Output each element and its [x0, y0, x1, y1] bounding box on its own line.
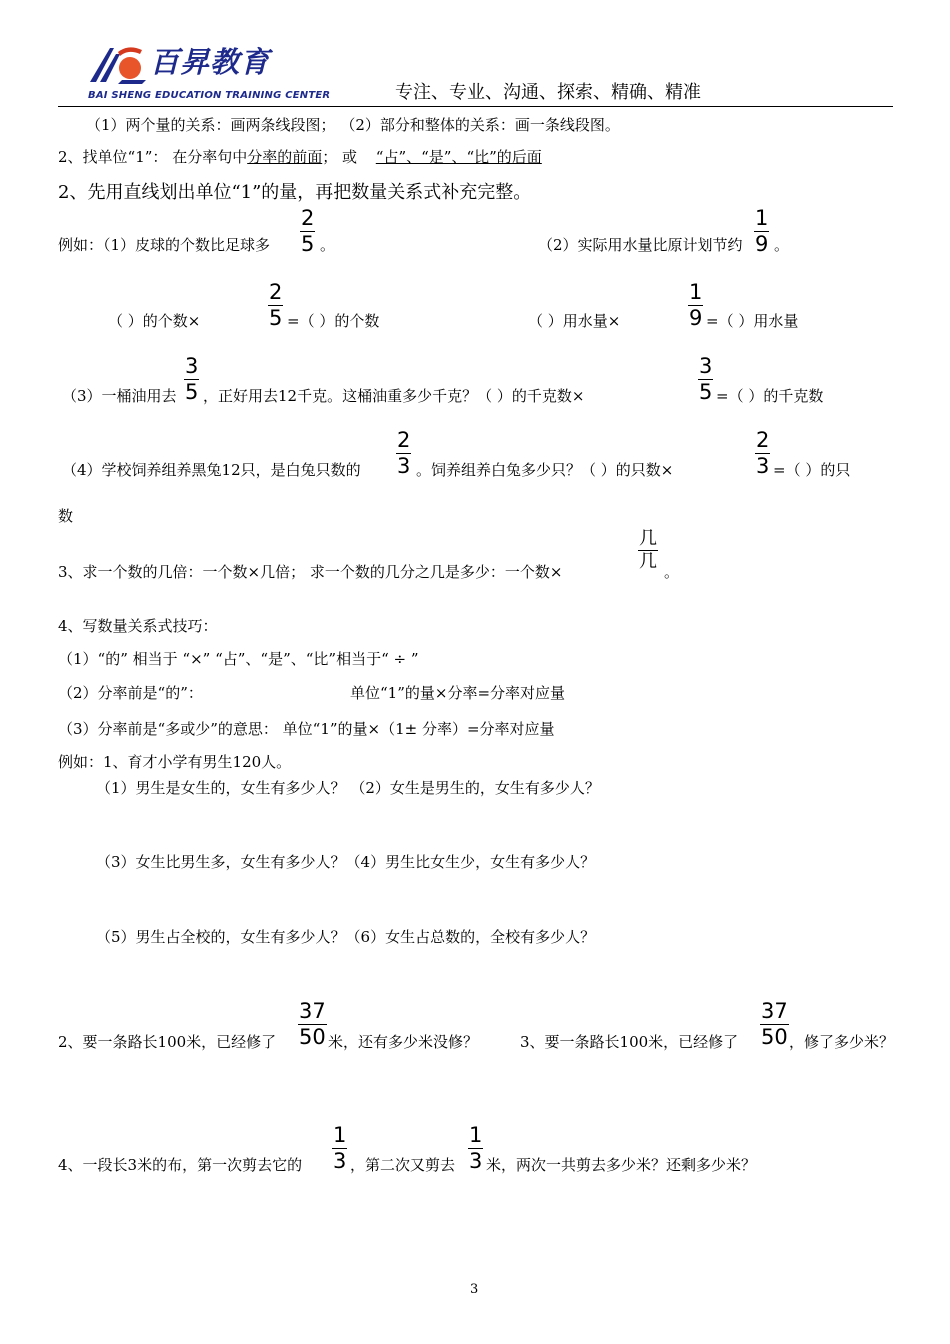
fraction	[760, 1001, 789, 1048]
numerator: 3	[699, 354, 713, 378]
slogan: 专注、专业、沟通、探索、精确、精准	[395, 82, 701, 103]
fraction	[300, 208, 315, 255]
numerator: 1	[755, 206, 769, 230]
numerator: 几	[639, 528, 657, 549]
section-4-heading: 4、写数量关系式技巧：	[58, 617, 218, 635]
question-3-text: =（ ）的千克数	[716, 387, 824, 405]
example-row-2: （3）女生比男生多，女生有多少人？（4）男生比女生少，女生有多少人？	[96, 853, 596, 871]
denominator: 3	[469, 1149, 483, 1173]
line-relations: （1）两个量的关系：画两条线段图； （2）部分和整体的关系：画一条线段图。	[86, 116, 620, 134]
denominator: 50	[761, 1025, 788, 1049]
numerator: 37	[299, 999, 326, 1023]
example-heading: 例如：1、育才小学有男生120人。	[58, 753, 292, 771]
formula-1-right: =（ ）的个数	[287, 312, 380, 330]
fraction	[268, 282, 283, 329]
tip-1: （1）“的” 相当于 “×” “占”、“是”、“比”相当于“ ÷ ”	[58, 650, 419, 668]
fraction	[698, 356, 713, 403]
page-number: 3	[470, 1282, 479, 1297]
numerator: 37	[761, 999, 788, 1023]
fraction	[298, 1001, 327, 1048]
fraction	[688, 282, 703, 329]
formula-1-left: （ ）的个数×	[108, 312, 201, 330]
denominator: 50	[299, 1025, 326, 1049]
text: （2）分率前是“的”：	[58, 684, 203, 702]
problem-4-text: ，第二次又剪去	[350, 1156, 456, 1174]
underlined-text: 分率的前面	[247, 148, 323, 166]
fraction	[468, 1125, 483, 1172]
numerator: 1	[469, 1123, 483, 1147]
problem-2-text: 米，还有多少米没修？	[328, 1033, 479, 1051]
question-4-text: 。饲养组养白兔多少只？（ ）的只数×	[416, 461, 674, 479]
text: 。	[774, 236, 790, 254]
fraction	[396, 430, 411, 477]
formula-2-left: （ ）用水量×	[528, 312, 621, 330]
denominator: 5	[301, 232, 315, 256]
denominator: 5	[699, 380, 713, 404]
text: 。	[664, 563, 680, 581]
fraction	[754, 208, 769, 255]
fraction	[638, 530, 658, 571]
denominator: 9	[689, 306, 703, 330]
line-find-unit	[58, 150, 542, 165]
problem-3-text: ，修了多少米？	[789, 1033, 895, 1051]
problem-3-text: 3、要一条路长100米，已经修了	[520, 1033, 739, 1051]
question-3-text: ，正好用去12千克。这桶油重多少千克？（ ）的千克数×	[203, 387, 585, 405]
question-4-text: =（ ）的只	[773, 461, 851, 479]
denominator: 3	[756, 454, 770, 478]
denominator: 5	[269, 306, 283, 330]
numerator: 2	[397, 428, 411, 452]
section-heading: 2、先用直线划出单位“1”的量，再把数量关系式补充完整。	[58, 182, 532, 203]
tip-2-formula: 单位“1”的量×分率=分率对应量	[350, 684, 566, 702]
formula-2-right: =（ ）用水量	[706, 312, 799, 330]
numerator: 2	[756, 428, 770, 452]
text: ； 或	[322, 148, 357, 166]
problem-4-text: 米，两次一共剪去多少米？还剩多少米？	[486, 1156, 757, 1174]
logo-subtitle: BAI SHENG EDUCATION TRAINING CENTER	[88, 90, 331, 101]
numerator: 3	[185, 354, 199, 378]
example-1-text: 例如：（1）皮球的个数比足球多	[58, 236, 271, 254]
example-2-text: （2）实际用水量比原计划节约	[538, 236, 743, 254]
denominator: 3	[397, 454, 411, 478]
denominator: 几	[639, 551, 657, 572]
numerator: 1	[333, 1123, 347, 1147]
underlined-text: “占”、“是”、“比”的后面	[375, 148, 542, 166]
section-3-text: 3、求一个数的几倍：一个数×几倍； 求一个数的几分之几是多少：一个数×	[58, 563, 563, 581]
question-3-text: （3）一桶油用去	[62, 387, 177, 405]
logo-mark-icon	[88, 44, 148, 86]
logo-name: 百昇教育	[150, 45, 271, 79]
denominator: 5	[185, 380, 199, 404]
denominator: 3	[333, 1149, 347, 1173]
question-4-text: 数	[58, 507, 74, 525]
fraction	[184, 356, 199, 403]
question-4-text: （4）学校饲养组养黑兔12只，是白兔只数的	[62, 461, 361, 479]
example-row-1: （1）男生是女生的，女生有多少人？ （2）女生是男生的，女生有多少人？	[96, 779, 600, 797]
tip-2	[58, 686, 203, 701]
numerator: 2	[269, 280, 283, 304]
problem-2-text: 2、要一条路长100米，已经修了	[58, 1033, 277, 1051]
problem-4-text: 4、一段长3米的布，第一次剪去它的	[58, 1156, 303, 1174]
fraction	[332, 1125, 347, 1172]
text: 2、找单位“1”： 在分率句中	[58, 148, 248, 166]
fraction	[755, 430, 770, 477]
text: 。	[320, 236, 336, 254]
tip-3: （3）分率前是“多或少”的意思： 单位“1”的量×（1± 分率）=分率对应量	[58, 720, 555, 738]
denominator: 9	[755, 232, 769, 256]
header-rule	[58, 106, 893, 107]
example-row-3: （5）男生占全校的，女生有多少人？（6）女生占总数的，全校有多少人？	[96, 928, 596, 946]
numerator: 1	[689, 280, 703, 304]
numerator: 2	[301, 206, 315, 230]
